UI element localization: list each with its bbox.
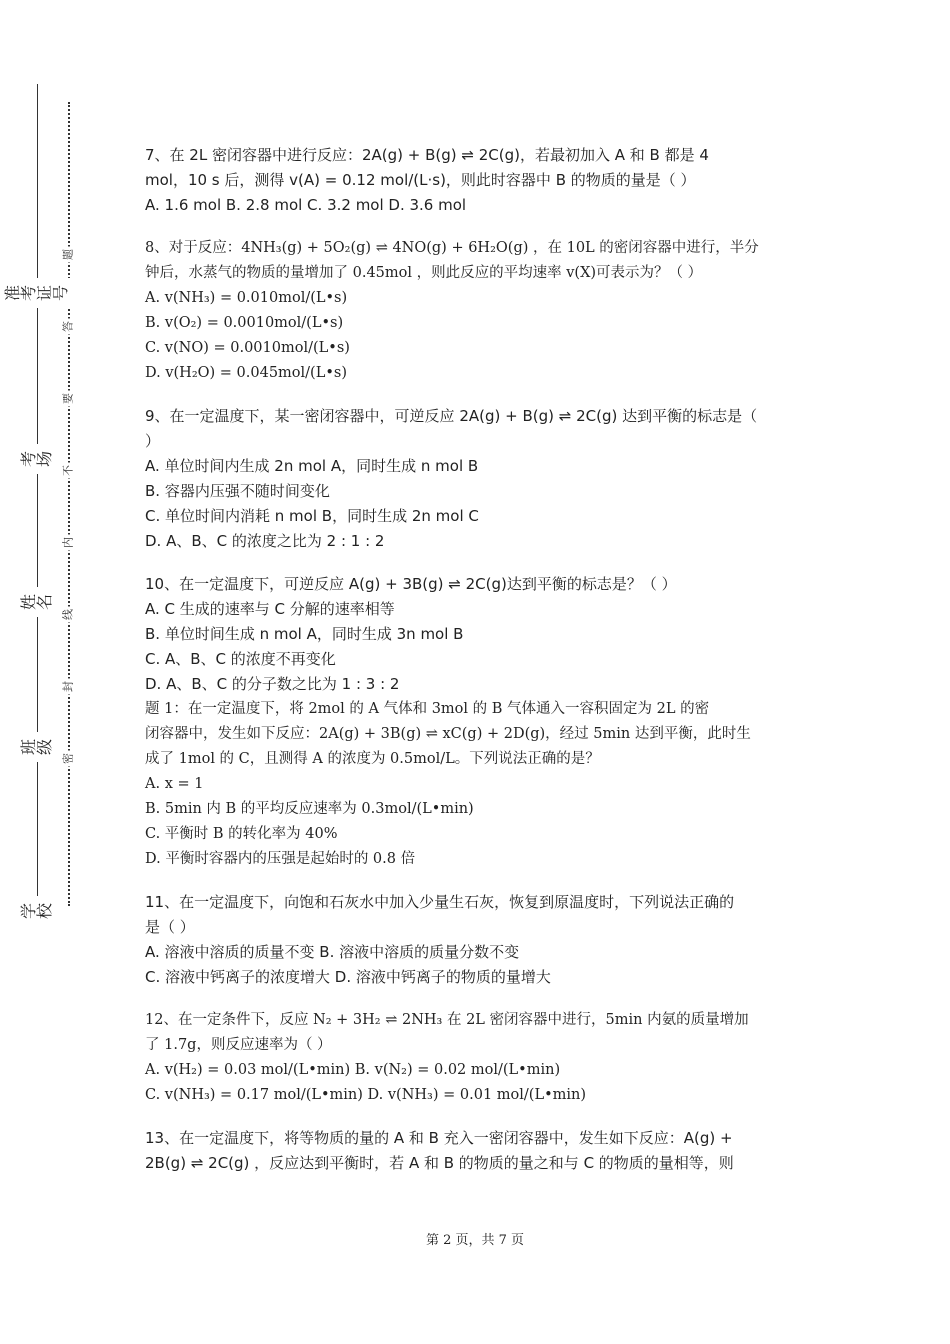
options-ab: A. v(H₂) = 0.03 mol/(L•min) B. v(N₂) = 0.02 mol/(L•min)	[145, 1062, 561, 1078]
option-c: C. 平衡时 B 的转化率为 40%	[145, 826, 338, 842]
question-line: 9、在一定温度下，某一密闭容器中，可逆反应 2A(g) + B(g) ⇌ 2C(g) 达到平衡的标志是（	[145, 407, 758, 425]
seal-char: 要	[60, 391, 77, 407]
option-d: D. 平衡时容器内的压强是起始时的 0.8 倍	[145, 851, 416, 867]
seal-char: 封	[60, 679, 77, 695]
option-a: A. C 生成的速率与 C 分解的速率相等	[145, 600, 395, 618]
exam-number-label: 准考证号	[2, 278, 72, 308]
option-b: B. 容器内压强不随时间变化	[145, 482, 330, 500]
question-12	[145, 1008, 815, 1108]
option-d: D. A、B、C 的分子数之比为 1 : 3 : 2	[145, 675, 400, 693]
sub-question-line: 闭容器中，发生如下反应：2A(g) + 3B(g) ⇌ xC(g) + 2D(g)，经过 5min 达到平衡，此时生	[145, 726, 751, 742]
sub-question-line: 成了 1mol 的 C，且测得 A 的浓度为 0.5mol/L。下列说法正确的是？	[145, 751, 600, 767]
question-10	[145, 572, 815, 872]
question-list	[145, 143, 815, 1194]
question-line: 7、在 2L 密闭容器中进行反应：2A(g) + B(g) ⇌ 2C(g)，若最初加入 A 和 B 都是 4	[145, 146, 709, 164]
question-9	[145, 404, 815, 554]
class-label: 班级	[18, 732, 56, 762]
seal-char: 内	[60, 535, 77, 551]
question-line: ）	[145, 432, 161, 450]
option-a: A. v(NH₃) = 0.010mol/(L•s)	[145, 290, 348, 306]
question-line: 钟后，水蒸气的物质的量增加了 0.45mol ，则此反应的平均速率 v(X)可表示为？（ ）	[145, 265, 703, 281]
seal-char: 答	[60, 319, 77, 335]
option-b: B. v(O₂) = 0.0010mol/(L•s)	[145, 315, 344, 331]
option-d: D. v(H₂O) = 0.045mol/(L•s)	[145, 365, 347, 381]
seal-char: 不	[60, 463, 77, 479]
question-line: 了 1.7g，则反应速率为（ ）	[145, 1037, 332, 1053]
option-d: D. A、B、C 的浓度之比为 2 : 1 : 2	[145, 532, 385, 550]
option-c: C. A、B、C 的浓度不再变化	[145, 650, 336, 668]
question-line: A. 1.6 mol B. 2.8 mol C. 3.2 mol D. 3.6 mol	[145, 196, 467, 214]
seal-char: 线	[60, 607, 77, 623]
question-line: 11、在一定温度下，向饱和石灰水中加入少量生石灰，恢复到原温度时，下列说法正确的	[145, 893, 735, 911]
question-7	[145, 143, 815, 218]
seal-char: 密	[60, 751, 77, 767]
question-line: 12、在一定条件下，反应 N₂ + 3H₂ ⇌ 2NH₃ 在 2L 密闭容器中进行，5min 内氨的质量增加	[145, 1012, 749, 1028]
question-line: 8、对于反应：4NH₃(g) + 5O₂(g) ⇌ 4NO(g) + 6H₂O(g) ，在 10L 的密闭容器中进行，半分	[145, 240, 759, 256]
question-line: 10、在一定温度下，可逆反应 A(g) + 3B(g) ⇌ 2C(g)达到平衡的标志是？（ ）	[145, 575, 677, 593]
page-number: 第 2 页，共 7 页	[425, 1233, 525, 1248]
binding-solid-line	[37, 84, 38, 920]
options-ab: A. 溶液中溶质的质量不变 B. 溶液中溶质的质量分数不变	[145, 943, 520, 961]
name-label: 姓名	[18, 587, 56, 617]
option-b: B. 5min 内 B 的平均反应速率为 0.3mol/(L•min)	[145, 801, 474, 817]
option-c: C. v(NO) = 0.0010mol/(L•s)	[145, 340, 350, 356]
exam-room-label: 考场	[18, 444, 56, 474]
sub-question-line: 题 1：在一定温度下，将 2mol 的 A 气体和 3mol 的 B 气体通入一容积固定为 2L 的密	[145, 701, 710, 717]
question-13	[145, 1126, 815, 1176]
option-b: B. 单位时间生成 n mol A，同时生成 3n mol B	[145, 625, 464, 643]
question-line: 2B(g) ⇌ 2C(g) ，反应达到平衡时，若 A 和 B 的物质的量之和与 C 的物质的量相等，则	[145, 1154, 734, 1172]
option-a: A. 单位时间内生成 2n mol A，同时生成 n mol B	[145, 457, 479, 475]
options-cd: C. v(NH₃) = 0.17 mol/(L•min) D. v(NH₃) = 0.01 mol/(L•min)	[145, 1087, 587, 1103]
seal-char: 题	[60, 247, 77, 263]
question-line: mol，10 s 后，测得 v(A) = 0.12 mol/(L·s)，则此时容器中 B 的物质的量是（ ）	[145, 171, 696, 189]
option-a: A. x = 1	[145, 776, 204, 792]
question-8	[145, 236, 815, 386]
question-line: 13、在一定温度下，将等物质的量的 A 和 B 充入一密闭容器中，发生如下反应：A(g) +	[145, 1129, 733, 1147]
options-cd: C. 溶液中钙离子的浓度增大 D. 溶液中钙离子的物质的量增大	[145, 968, 551, 986]
question-11	[145, 890, 815, 990]
option-c: C. 单位时间内消耗 n mol B，同时生成 2n mol C	[145, 507, 479, 525]
school-label: 学校	[18, 896, 56, 926]
question-line: 是（ ）	[145, 918, 195, 936]
seal-dotted-line	[68, 102, 70, 906]
